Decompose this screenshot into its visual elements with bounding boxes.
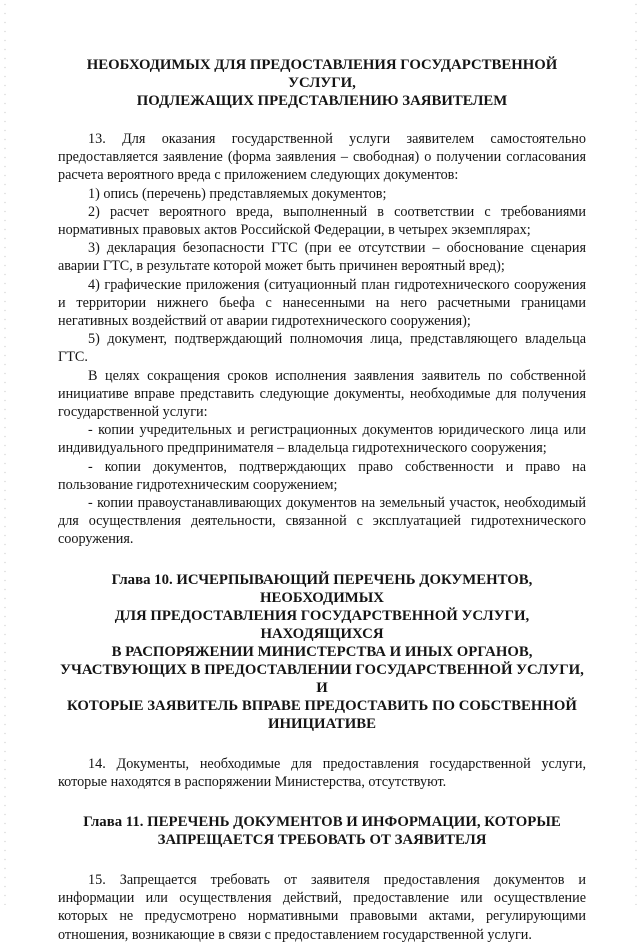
heading-line: В РАСПОРЯЖЕНИИ МИНИСТЕРСТВА И ИНЫХ ОРГАНОВ, [111,643,533,660]
section-heading-top [58,56,586,110]
bullet-item: - копии учредительных и регистрационных документов юридического лица или индивидуального предпринимателя – владельца гидротехнического сооружения; [58,422,586,457]
heading-line: КОТОРЫЕ ЗАЯВИТЕЛЬ ВПРАВЕ ПРЕДОСТАВИТЬ ПО СОБСТВЕННОЙ [67,697,577,714]
bullet-item: - копии документов, подтверждающих право собственности и право на пользование гидротехническим сооружением; [58,458,586,493]
heading-line: ЗАПРЕЩАЕТСЯ ТРЕБОВАТЬ ОТ ЗАЯВИТЕЛЯ [157,832,487,849]
spacer [58,110,586,130]
heading-line: НЕОБХОДИМЫХ ДЛЯ ПРЕДОСТАВЛЕНИЯ ГОСУДАРСТВЕННОЙ УСЛУГИ, [86,57,558,91]
list-item: 2) расчет вероятного вреда, выполненный в соответствии с требованиями нормативных правовых актов Российской Федерации, в четырех экземплярах; [58,203,586,239]
paragraph-13: 13. Для оказания государственной услуги заявителем самостоятельно предоставляется заявление (форма заявления – свободная) о получении согласования расчета вероятного вреда с приложением следующих документов: [58,131,586,184]
heading-line: ИНИЦИАТИВЕ [267,715,377,732]
heading-line: УЧАСТВУЮЩИХ В ПРЕДОСТАВЛЕНИИ ГОСУДАРСТВЕННОЙ УСЛУГИ, И [60,661,584,696]
list-item: 3) декларация безопасности ГТС (при ее отсутствии – обоснование сценария аварии ГТС, в результате которой может быть причинен вероятный вред); [58,240,586,275]
spacer [58,549,586,571]
list-item: 1) опись (перечень) представляемых документов; [88,185,387,202]
paragraph-14: 14. Документы, необходимые для предоставления государственной услуги, которые находятся в распоряжении Министерства, отсутствуют. [58,755,586,790]
heading-line: Глава 11. ПЕРЕЧЕНЬ ДОКУМЕНТОВ И ИНФОРМАЦИИ, КОТОРЫЕ [83,814,561,831]
bullet-item: - копии правоустанавливающих документов на земельный участок, необходимый для осуществления деятельности, связанной с эксплуатацией гидротехнического сооружения. [58,495,586,548]
paragraph-optional-docs-intro: В целях сокращения сроков исполнения заявления заявитель по собственной инициативе вправе представить следующие документы, необходимые для получения государственной услуги: [58,367,586,421]
spacer [58,791,586,813]
heading-line: ДЛЯ ПРЕДОСТАВЛЕНИЯ ГОСУДАРСТВЕННОЙ УСЛУГИ, НАХОДЯЩИХСЯ [114,607,530,642]
list-item: 4) графические приложения (ситуационный план гидротехнического сооружения и территории нижнего бьефа с нанесенными на него расчетными границами негативных воздействий от аварии гидротехнического сооружения); [58,276,586,330]
list-item: 5) документ, подтверждающий полномочия лица, представляющего владельца ГТС. [58,331,586,366]
heading-line: Глава 10. ИСЧЕРПЫВАЮЩИЙ ПЕРЕЧЕНЬ ДОКУМЕНТОВ, НЕОБХОДИМЫХ [111,571,533,606]
chapter-10-title [58,571,586,733]
heading-line: ПОДЛЕЖАЩИХ ПРЕДСТАВЛЕНИЮ ЗАЯВИТЕЛЕМ [136,93,508,109]
paragraph-15: 15. Запрещается требовать от заявителя предоставления документов и информации или осуществления действий, предоставление или осуществление которых не предусмотрено нормативными правовыми актами, регулирующими отношения, возникающие в связи с предоставлением государственной услуги. [58,872,586,943]
chapter-11-title [58,813,586,849]
spacer [58,733,586,755]
spacer [58,849,586,871]
